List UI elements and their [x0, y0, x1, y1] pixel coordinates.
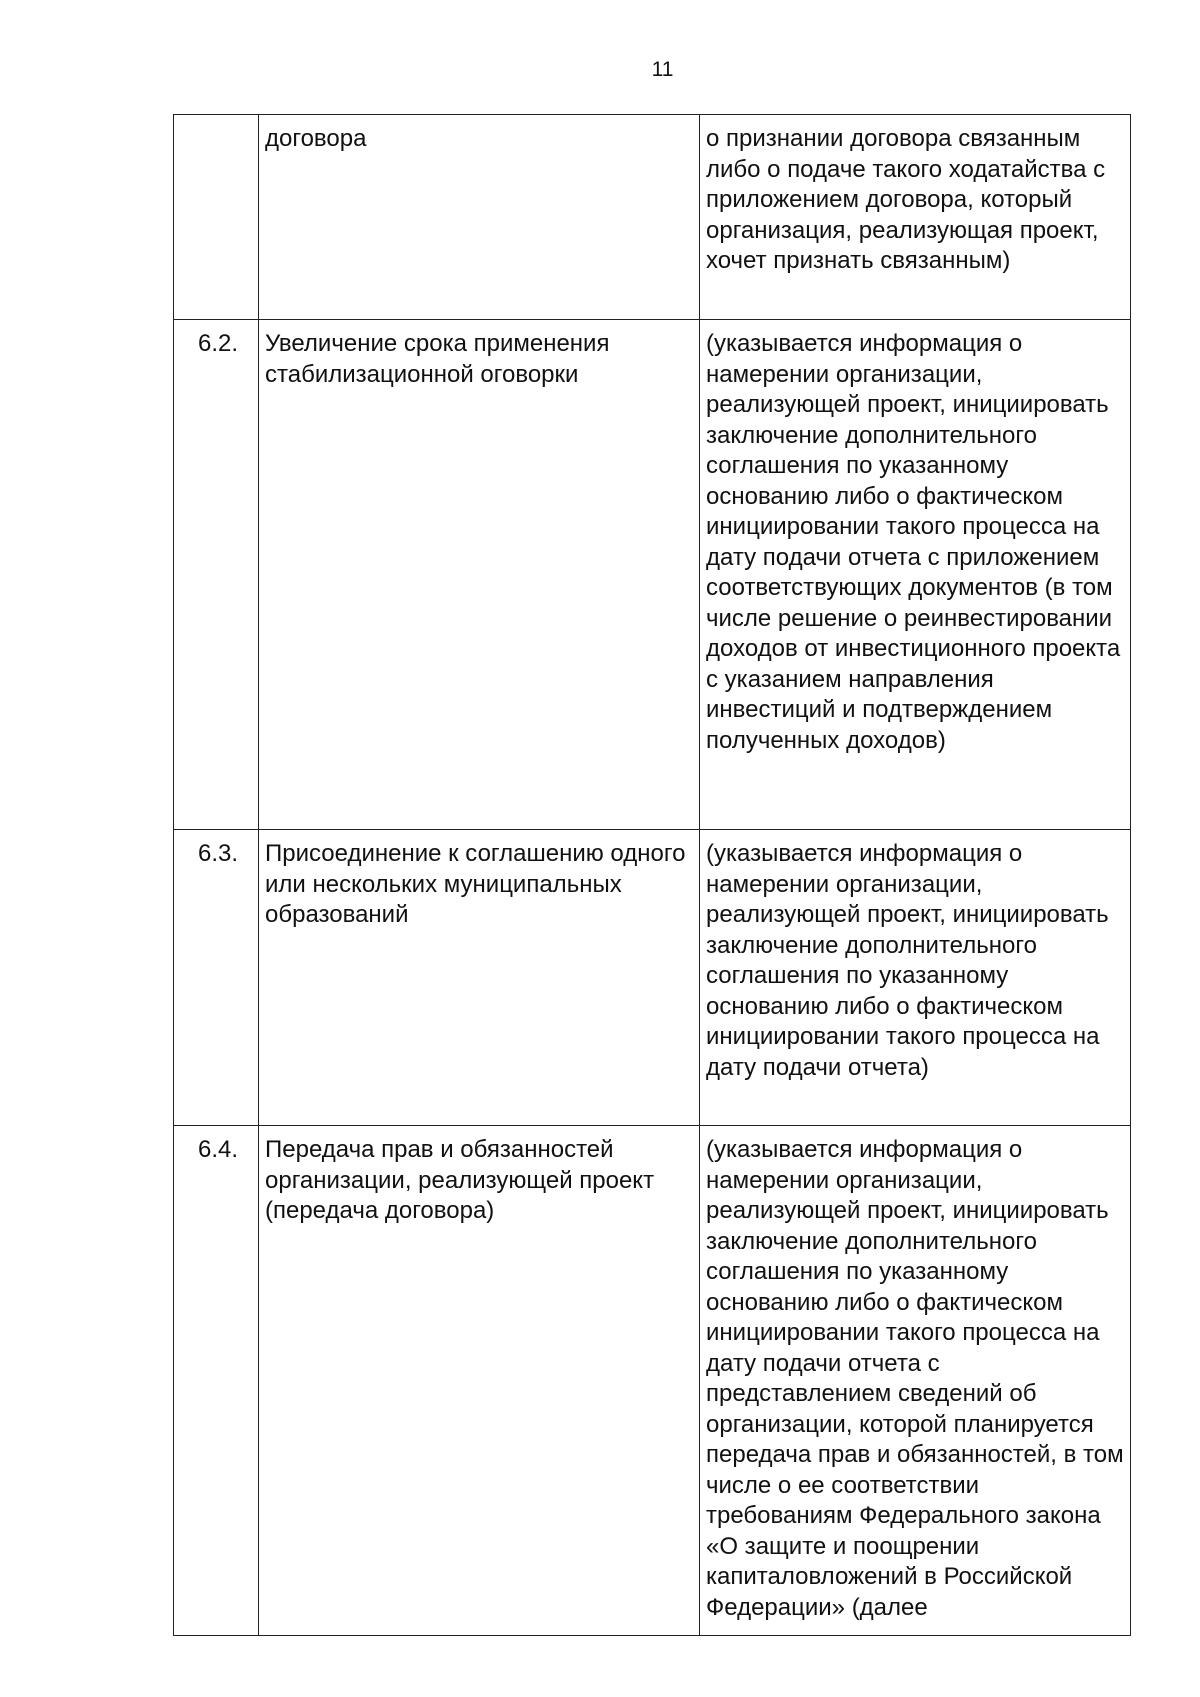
row-name-cell: Передача прав и обязанностей организации, реализующей проект (передача договора)	[259, 1126, 700, 1636]
row-number-cell: 6.4.	[174, 1126, 259, 1636]
table-row	[174, 1126, 1131, 1636]
page-number: 11	[651, 58, 674, 81]
row-number-cell	[174, 115, 259, 320]
row-info-cell: (указывается информация о намерении организации, реализующей проект, инициировать заключение дополнительного соглашения по указанному основанию либо о фактическом инициировании такого процесса на дату подачи отчета с представлением сведений об организации, которой планируется передача прав и обязанностей, в том числе о ее соответствии требованиям Федерального закона «О защите и поощрении капиталовложений в Российской Федерации» (далее	[700, 1126, 1131, 1636]
row-number-cell: 6.2.	[174, 320, 259, 830]
table-row	[174, 320, 1131, 830]
document-table	[173, 114, 1131, 1636]
row-name-cell: Присоединение к соглашению одного или нескольких муниципальных образований	[259, 830, 700, 1126]
row-number-cell: 6.3.	[174, 830, 259, 1126]
row-name-cell: Увеличение срока применения стабилизационной оговорки	[259, 320, 700, 830]
table-row	[174, 830, 1131, 1126]
table-row	[174, 115, 1131, 320]
row-info-cell: (указывается информация о намерении организации, реализующей проект, инициировать заключение дополнительного соглашения по указанному основанию либо о фактическом инициировании такого процесса на дату подачи отчета)	[700, 830, 1131, 1126]
row-info-cell: (указывается информация о намерении организации, реализующей проект, инициировать заключение дополнительного соглашения по указанному основанию либо о фактическом инициировании такого процесса на дату подачи отчета с приложением соответствующих документов (в том числе решение о реинвестировании доходов от инвестиционного проекта с указанием направления инвестиций и подтверждением полученных доходов)	[700, 320, 1131, 830]
row-info-cell: о признании договора связанным либо о подаче такого ходатайства с приложением договора, который организация, реализующая проект, хочет признать связанным)	[700, 115, 1131, 320]
row-name-cell: договора	[259, 115, 700, 320]
